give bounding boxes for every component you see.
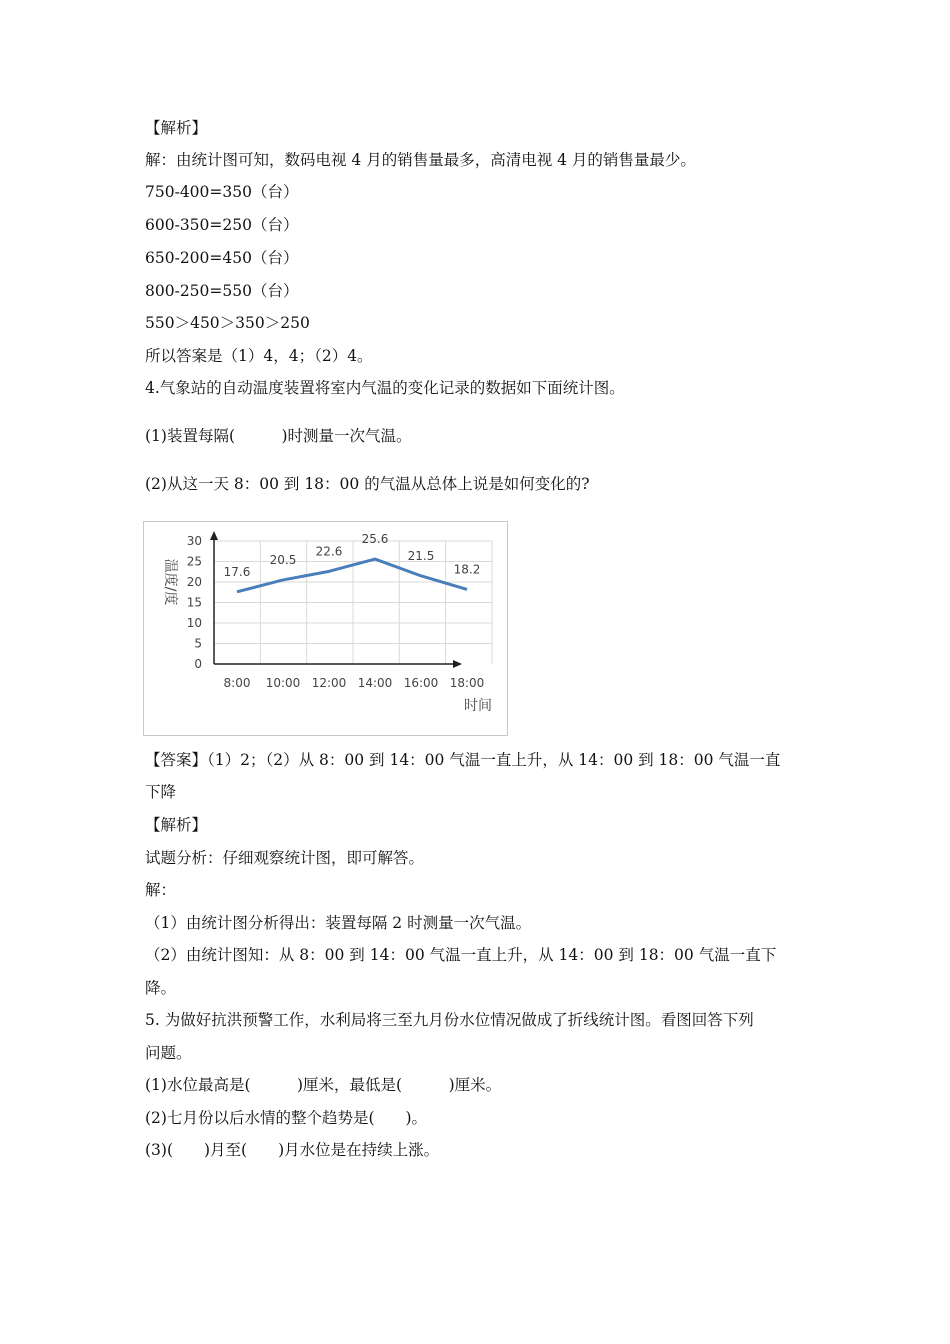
- y-tick-label: 30: [186, 534, 202, 548]
- y-tick-label: 10: [186, 616, 202, 630]
- y-tick-label: 25: [186, 554, 202, 569]
- question-4-answer-line-1: 【答案】（1）2；（2）从 8：00 到 14：00 气温一直上升，从 14：00 到 18：00 气温一直: [145, 751, 781, 769]
- data-label: 25.6: [361, 532, 389, 547]
- chart-svg: [144, 522, 507, 735]
- analysis-intro: 解：由统计图可知，数码电视 4 月的销售量最多，高清电视 4 月的销售量最少。: [145, 151, 696, 169]
- question-5-stem-line-2: 问题。: [145, 1044, 192, 1062]
- question-4-analysis-intro: 试题分析：仔细观察统计图，即可解答。: [145, 849, 425, 867]
- x-tick-label: 8:00: [223, 676, 251, 690]
- data-label: 17.6: [223, 564, 251, 579]
- question-5-part-3: (3)( )月至( )月水位是在持续上涨。: [145, 1141, 440, 1159]
- x-tick-label: 12:00: [311, 676, 347, 690]
- calc-line-1: 750-400=350（台）: [145, 183, 299, 201]
- y-tick-label: 0: [194, 657, 202, 671]
- y-tick-label: 15: [186, 595, 202, 610]
- temperature-line-chart: [143, 521, 508, 736]
- x-tick-label: 10:00: [265, 676, 301, 690]
- data-label: 18.2: [453, 562, 481, 577]
- compare-line: 550＞450＞350＞250: [145, 314, 310, 332]
- y-axis-title: 温度/度: [162, 558, 178, 606]
- question-5-stem-line-1: 5. 为做好抗洪预警工作，水利局将三至九月份水位情况做成了折线统计图。看图回答下列: [145, 1011, 754, 1029]
- question-5-part-2: (2)七月份以后水情的整个趋势是( )。: [145, 1109, 428, 1127]
- question-4-part-2: (2)从这一天 8：00 到 18：00 的气温从总体上说是如何变化的?: [145, 475, 590, 493]
- x-tick-label: 14:00: [357, 676, 393, 690]
- question-4-solution-2-line-2: 降。: [145, 979, 177, 997]
- data-label: 21.5: [407, 548, 435, 563]
- question-4-solution-2-line-1: （2）由统计图知：从 8：00 到 14：00 气温一直上升，从 14：00 到 18：00 气温一直下: [145, 946, 777, 964]
- y-tick-label: 5: [194, 636, 202, 651]
- x-tick-label: 16:00: [403, 676, 439, 690]
- y-axis-arrow: [210, 531, 218, 540]
- question-5-part-1: (1)水位最高是( )厘米，最低是( )厘米。: [145, 1076, 502, 1094]
- data-label: 20.5: [269, 552, 297, 567]
- question-4-answer-line-2: 下降: [145, 783, 177, 801]
- question-4-solution: 解：: [145, 881, 177, 899]
- question-4-part-1: (1)装置每隔( )时测量一次气温。: [145, 427, 412, 445]
- y-tick-label: 20: [186, 575, 202, 589]
- x-tick-label: 18:00: [449, 676, 485, 690]
- data-label: 22.6: [315, 544, 343, 559]
- question-4-stem: 4.气象站的自动温度装置将室内气温的变化记录的数据如下面统计图。: [145, 379, 625, 397]
- x-axis-arrow: [453, 660, 462, 668]
- calc-line-3: 650-200=450（台）: [145, 249, 299, 267]
- question-4-solution-1: （1）由统计图分析得出：装置每隔 2 时测量一次气温。: [145, 914, 532, 932]
- calc-line-2: 600-350=250（台）: [145, 216, 299, 234]
- analysis-heading: 【解析】: [145, 119, 208, 137]
- calc-line-4: 800-250=550（台）: [145, 282, 299, 300]
- question-4-analysis-heading: 【解析】: [145, 816, 208, 834]
- x-axis-title: 时间: [464, 698, 492, 714]
- answer-line: 所以答案是（1）4，4；（2）4。: [145, 347, 373, 365]
